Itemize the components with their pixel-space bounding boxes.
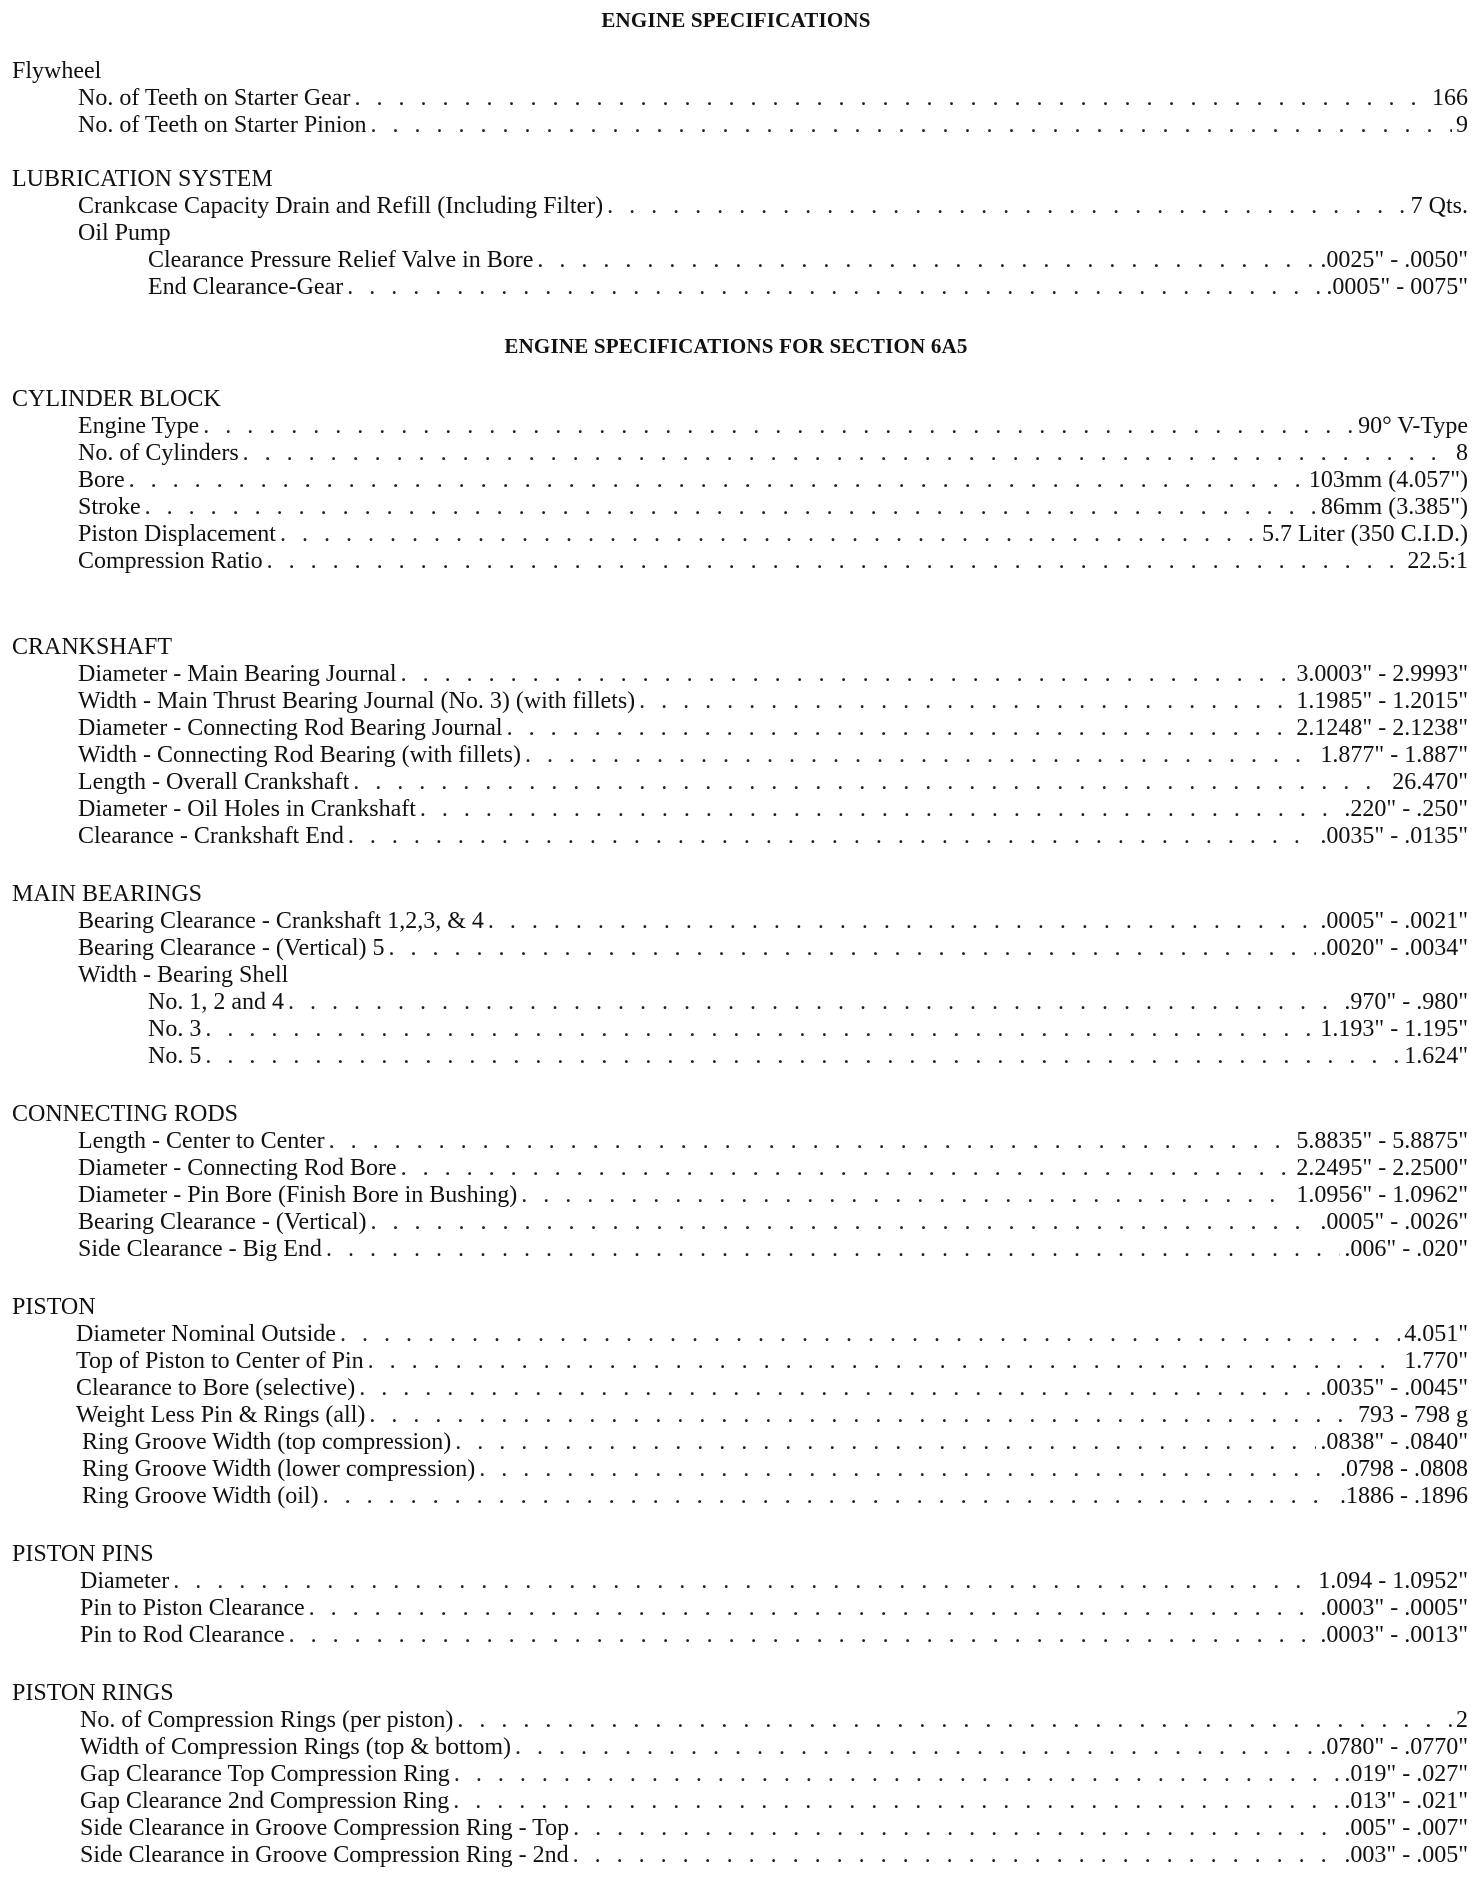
spec-row: Bearing Clearance - Crankshaft 1,2,3, & 4 . . . .0005" - .0021" [78,908,1468,935]
section-title-6a5: ENGINE SPECIFICATIONS FOR SECTION 6A5 [504,334,968,358]
spec-row: No. of Teeth on Starter Pinion . . . 9 [78,112,1468,139]
spec-row: Ring Groove Width (top compression) . . . .0838" - .0840" [82,1429,1468,1456]
spec-row: Compression Ratio . . . 22.5:1 [78,548,1468,575]
spec-row: Pin to Piston Clearance . . . .0003" - .0005" [80,1595,1468,1622]
section-heading-piston: PISTON [12,1294,96,1320]
section-heading-crankshaft: CRANKSHAFT [12,634,173,660]
spec-row: Ring Groove Width (oil) . . . .1886 - .1896 [82,1483,1468,1510]
spec-row: Clearance Pressure Relief Valve in Bore . . . .0025" - .0050" [148,247,1468,274]
spec-row: Clearance to Bore (selective) . . . .0035" - .0045" [76,1375,1468,1402]
spec-row: No. 5 . . . 1.624" [148,1043,1468,1070]
spec-row: Side Clearance in Groove Compression Ring - 2nd . . . .003" - .005" [80,1842,1468,1869]
spec-row: Side Clearance in Groove Compression Ring - Top . . . .005" - .007" [80,1815,1468,1842]
spec-row: Width - Main Thrust Bearing Journal (No. 3) (with fillets) . . . 1.1985" - 1.2015" [78,688,1468,715]
section-heading-connecting-rods: CONNECTING RODS [12,1101,239,1127]
spec-row: Diameter - Oil Holes in Crankshaft . . . .220" - .250" [78,796,1468,823]
spec-row: Pin to Rod Clearance . . . .0003" - .0013" [80,1622,1468,1649]
spec-row: Diameter Nominal Outside . . . 4.051" [76,1321,1468,1348]
spec-row: No. 1, 2 and 4 . . . .970" - .980" [148,989,1468,1016]
spec-row: Diameter - Pin Bore (Finish Bore in Bushing) . . . 1.0956" - 1.0962" [78,1182,1468,1209]
subheading-oil-pump: Oil Pump [78,220,171,246]
spec-row: Clearance - Crankshaft End . . . .0035" - .0135" [78,823,1468,850]
section-heading-piston-rings: PISTON RINGS [12,1680,174,1706]
spec-row: Diameter . . . 1.094 - 1.0952" [80,1568,1468,1595]
spec-row: No. 3 . . . 1.193" - 1.195" [148,1016,1468,1043]
spec-row: No. of Compression Rings (per piston) . . . 2 [80,1707,1468,1734]
spec-row: Gap Clearance Top Compression Ring . . . .019" - .027" [80,1761,1468,1788]
spec-row: Stroke . . . 86mm (3.385") [78,494,1468,521]
spec-row: Diameter - Main Bearing Journal . . . 3.0003" - 2.9993" [78,661,1468,688]
section-heading-flywheel: Flywheel [12,58,102,84]
spec-row: Width of Compression Rings (top & bottom) . . . .0780" - .0770" [80,1734,1468,1761]
spec-row: Top of Piston to Center of Pin . . . 1.770" [76,1348,1468,1375]
spec-row: Bore . . . 103mm (4.057") [78,467,1468,494]
spec-row: Gap Clearance 2nd Compression Ring . . . .013" - .021" [80,1788,1468,1815]
spec-row: Crankcase Capacity Drain and Refill (Including Filter) . . . 7 Qts. [78,193,1468,220]
section-heading-cylinder-block: CYLINDER BLOCK [12,386,221,412]
spec-row: Length - Overall Crankshaft . . . 26.470" [78,769,1468,796]
spec-row: Bearing Clearance - (Vertical) 5 . . . .0020" - .0034" [78,935,1468,962]
spec-row: Weight Less Pin & Rings (all) . . . 793 - 798 g [76,1402,1468,1429]
subheading-bearing-shell: Width - Bearing Shell [78,962,289,988]
page-title: ENGINE SPECIFICATIONS [601,8,871,32]
spec-row: Piston Displacement . . . 5.7 Liter (350 C.I.D.) [78,521,1468,548]
spec-row: Side Clearance - Big End . . . .006" - .020" [78,1236,1468,1263]
section-heading-piston-pins: PISTON PINS [12,1541,154,1567]
spec-row: Diameter - Connecting Rod Bearing Journal . . . 2.1248" - 2.1238" [78,715,1468,742]
spec-row: Length - Center to Center . . . 5.8835" - 5.8875" [78,1128,1468,1155]
spec-row: No. of Cylinders . . . 8 [78,440,1468,467]
spec-row: Engine Type . . . 90° V-Type [78,413,1468,440]
spec-row: No. of Teeth on Starter Gear . . . 166 [78,85,1468,112]
section-heading-lubrication: LUBRICATION SYSTEM [12,166,273,192]
spec-row: Ring Groove Width (lower compression) . . . .0798 - .0808 [82,1456,1468,1483]
section-heading-main-bearings: MAIN BEARINGS [12,881,203,907]
spec-row: Width - Connecting Rod Bearing (with fillets) . . . 1.877" - 1.887" [78,742,1468,769]
spec-row: Diameter - Connecting Rod Bore . . . 2.2495" - 2.2500" [78,1155,1468,1182]
spec-row: Bearing Clearance - (Vertical) . . . .0005" - .0026" [78,1209,1468,1236]
spec-row: End Clearance-Gear . . . .0005" - 0075" [148,274,1468,301]
